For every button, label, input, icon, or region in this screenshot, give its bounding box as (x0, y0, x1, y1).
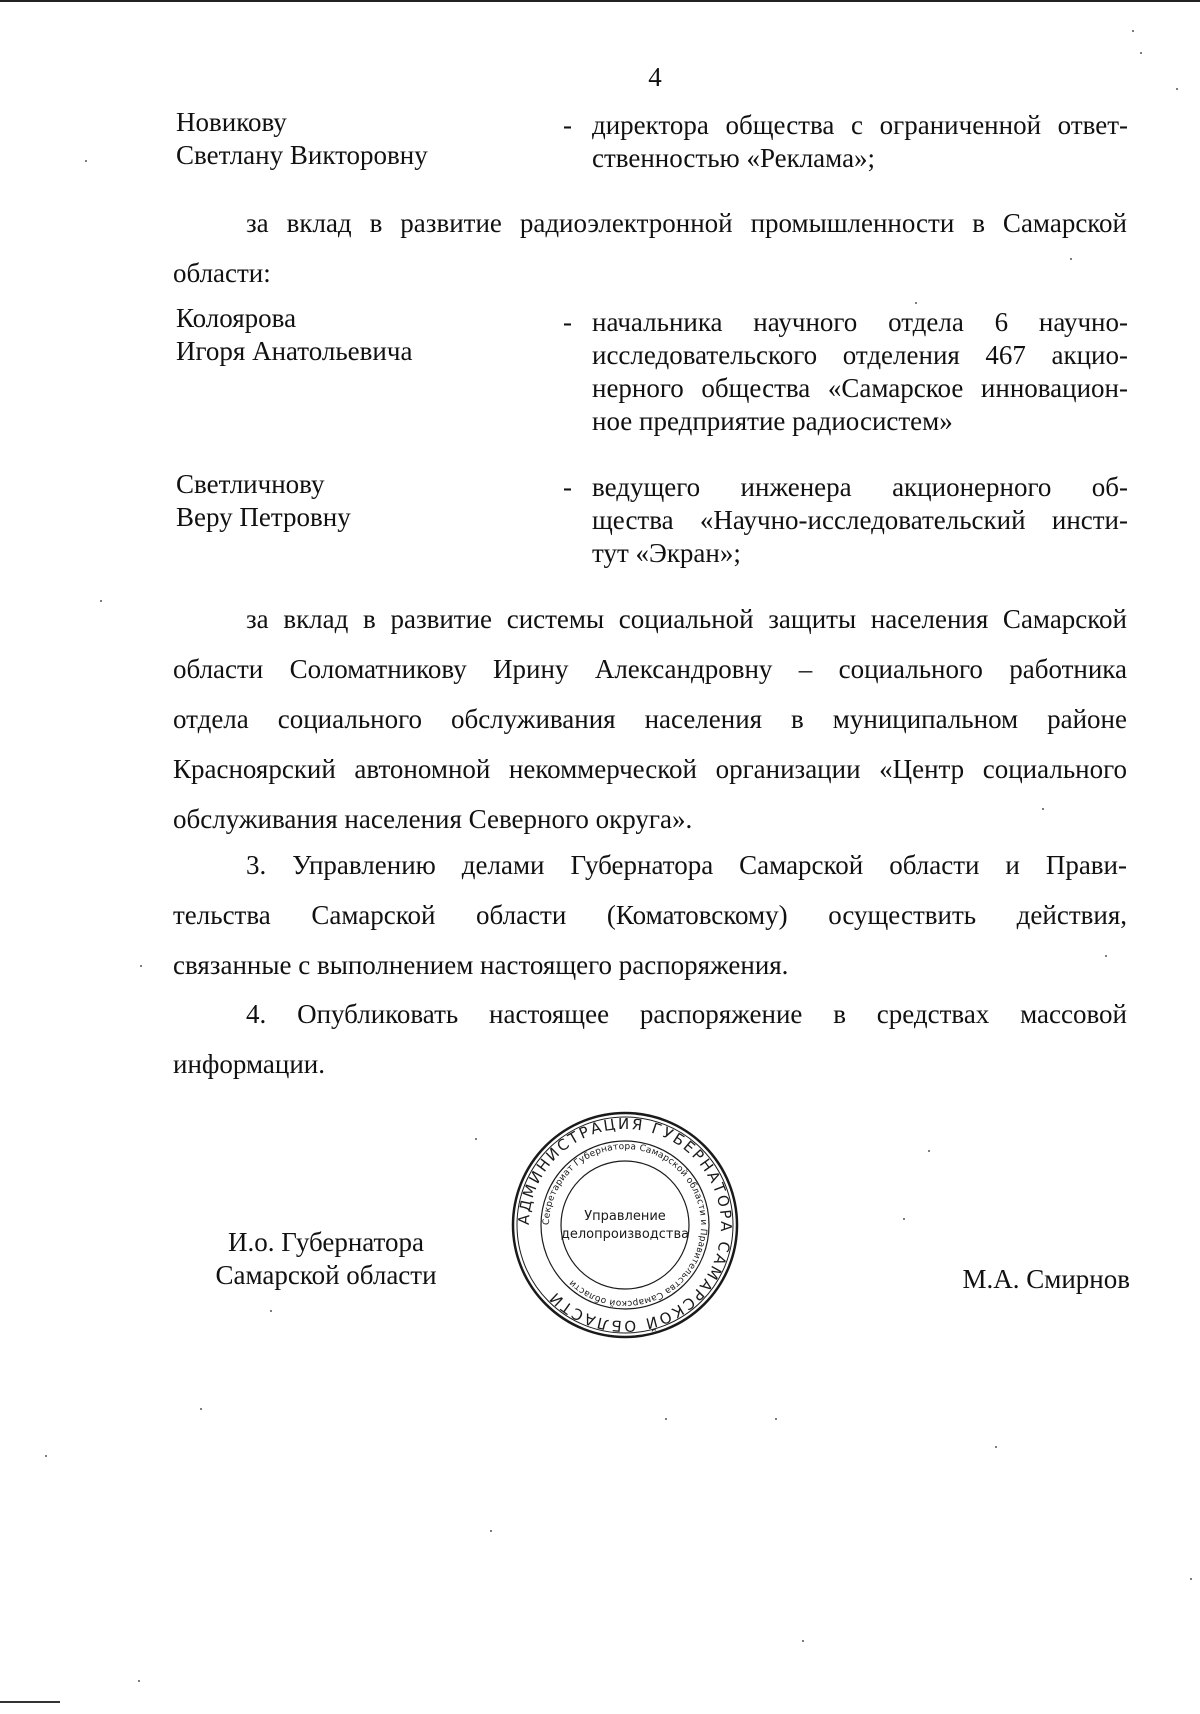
paragraph-line: Красноярский автономной некоммерческой организации «Центр социального (173, 754, 1127, 784)
section-radio-heading (173, 198, 1127, 298)
scan-speck (140, 965, 142, 967)
entry-name-line: Светлану Викторовну (176, 140, 428, 170)
entry-name-koloyarova (176, 302, 506, 368)
paragraph-line: области: (173, 258, 271, 288)
paragraph-line: 3. Управлению делами Губернатора Самарской области и Прави- (246, 850, 1127, 880)
entry-name-line: Новикову (176, 107, 287, 137)
scan-speck (903, 1218, 905, 1220)
entry-desc-line: ственностью «Реклама»; (592, 143, 876, 173)
paragraph-line: тельства Самарской области (Коматовскому) осуществить действия, (173, 900, 1127, 930)
scan-speck (1042, 808, 1044, 810)
paragraph-line: отдела социального обслуживания населения в муниципальном районе (173, 704, 1127, 734)
signatory-name: М.А. Смирнов (962, 1264, 1130, 1294)
stamp-inner-ring (561, 1161, 689, 1289)
signatory-position-line: И.о. Губернатора (227, 1227, 424, 1257)
section-social-paragraph (173, 594, 1127, 844)
entry-dash: - (563, 472, 572, 502)
scan-speck (1176, 88, 1178, 90)
entry-name-line: Игоря Анатольевича (176, 336, 413, 366)
scan-speck (1132, 30, 1134, 32)
entry-name-line: Колоярова (176, 303, 297, 333)
stamp-inner-text: Секретариат Губернатора Самарской области и Правительства Самарской области (541, 1141, 709, 1309)
scan-speck (665, 1418, 667, 1420)
paragraph-line: за вклад в развитие системы социальной защиты населения Самарской (246, 604, 1127, 634)
entry-name-svetlichnova (176, 468, 506, 534)
scan-speck (775, 1418, 777, 1420)
signatory-position (176, 1226, 476, 1292)
entry-desc-line: директора общества с ограниченной ответ- (592, 110, 1128, 140)
entry-desc-line: тут «Экран»; (592, 538, 741, 568)
scan-speck (490, 1530, 492, 1532)
scan-speck (1105, 955, 1107, 957)
scan-edge-top (0, 0, 1200, 2)
scan-speck (928, 1150, 930, 1152)
entry-name-line: Светличнову (176, 469, 325, 499)
entry-desc-line: исследовательского отделения 467 акцио- (592, 340, 1128, 370)
item-3-paragraph (173, 840, 1127, 990)
paragraph-line: информации. (173, 1049, 325, 1079)
scan-speck (200, 1408, 202, 1410)
paragraph-line: связанные с выполнением настоящего распоряжения. (173, 950, 789, 980)
scan-speck (270, 1310, 272, 1312)
entry-desc-line: начальника научного отдела 6 научно- (592, 307, 1128, 337)
scan-speck (1070, 258, 1072, 260)
scan-speck (995, 1446, 997, 1448)
entry-desc-line: нерного общества «Самарское инновацион- (592, 373, 1128, 403)
paragraph-line: за вклад в развитие радиоэлектронной промышленности в Самарской (246, 208, 1127, 238)
paragraph-line: 4. Опубликовать настоящее распоряжение в средствах массовой (246, 999, 1127, 1029)
official-seal-stamp (510, 1110, 740, 1340)
entry-desc-line: ное предприятие радиосистем» (592, 406, 953, 436)
entry-desc-svetlichnova (592, 471, 1128, 570)
signatory-position-line: Самарской области (215, 1260, 437, 1290)
scan-speck (1140, 52, 1142, 54)
scan-speck (475, 1138, 477, 1140)
scan-speck (85, 160, 87, 162)
entry-dash: - (563, 110, 572, 140)
entry-desc-line: щества «Научно-исследовательский инсти- (592, 505, 1128, 535)
paragraph-line: области Соломатникову Ирину Александровну – социального работника (173, 654, 1127, 684)
entry-name-line: Веру Петровну (176, 502, 351, 532)
page-number: 4 (648, 62, 662, 92)
stamp-middle-ring (541, 1141, 709, 1309)
entry-desc-line: ведущего инженера акционерного об- (592, 472, 1128, 502)
scan-speck (915, 302, 917, 304)
scan-speck (802, 1640, 804, 1642)
entry-desc-koloyarova (592, 306, 1128, 438)
scan-speck (1190, 1578, 1192, 1580)
stamp-center-line: Управление (584, 1209, 666, 1224)
stamp-outer-text: АДМИНИСТРАЦИЯ ГУБЕРНАТОРА САМАРСКОЙ ОБЛАСТИ (514, 1114, 736, 1336)
scan-edge-bottom (0, 1701, 60, 1703)
entry-dash: - (563, 307, 572, 337)
scan-speck (45, 1455, 47, 1457)
entry-desc-novikova (592, 109, 1128, 175)
scan-speck (138, 1680, 140, 1682)
stamp-center-line: делопроизводства (560, 1227, 690, 1242)
item-4-paragraph (173, 989, 1127, 1089)
paragraph-line: обслуживания населения Северного округа». (173, 804, 693, 834)
scan-speck (100, 600, 102, 602)
entry-name-novikova (176, 106, 506, 172)
